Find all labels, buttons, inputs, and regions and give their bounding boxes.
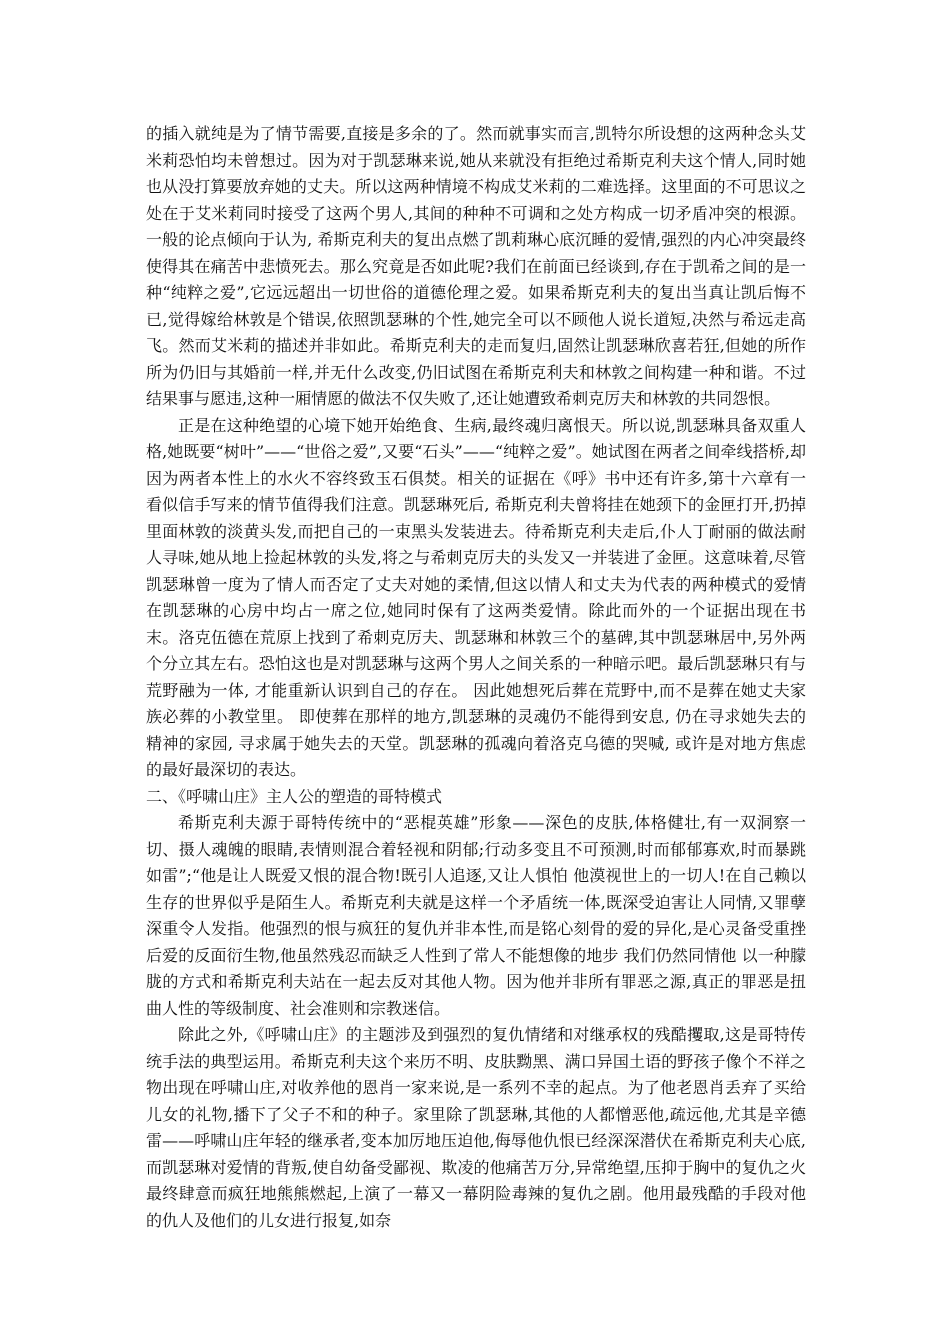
section-heading: 二、《呼啸山庄》主人公的塑造的哥特模式 — [146, 786, 443, 806]
paragraph: 除此之外,《呼啸山庄》的主题涉及到强烈的复仇情绪和对继承权的残酷攫取,这是哥特传统手法的典型运用。希斯克利夫这个来历不明、皮肤黝黑、满口异国土语的野孩子像个不祥之物出现在呼啸山庄,对收养他的恩肖一家来说,是一系列不幸的起点。为了他老恩肖丢弃了买给儿女的礼物,播下了父子不和的种子。家里除了凯瑟琳,其他的人都憎恶他,疏远他,尤其是辛德雷——呼啸山庄年轻的继承者,变本加厉地压迫他,侮辱他仇恨已经深深潜伏在希斯克利夫心底,而凯瑟琳对爱情的背叛,使自幼备受鄙视、欺凌的他痛苦万分,异常绝望,压抑于胸中的复仇之火最终肆意而疯狂地熊熊燃起,上演了一幕又一幕阴险毒辣的复仇之剧。他用最残酷的手段对他的仇人及他们的儿女进行报复,如奈 — [146, 1025, 806, 1230]
document-body — [146, 121, 806, 1234]
paragraph: 正是在这种绝望的心境下她开始绝食、生病,最终魂归离恨天。所以说,凯瑟琳具备双重人格,她既要“树叶”——“世俗之爱”,又要“石头”——“纯粹之爱”。她试图在两者之间牵线搭桥,却因为两者本性上的水火不容终致玉石俱焚。相关的证据在《呼》书中还有许多,第十六章有一看似信手写来的情节值得我们注意。凯瑟琳死后, 希斯克利夫曾将挂在她颈下的金匣打开,扔掉里面林敦的淡黄头发,而把自己的一束黑头发装进去。待希斯克利夫走后,仆人丁耐丽的做法耐人寻味,她从地上捡起林敦的头发,将之与希刺克厉夫的头发又一并装进了金匣。这意味着,尽管凯瑟琳曾一度为了情人而否定了丈夫对她的柔情,但这以情人和丈夫为代表的两种模式的爱情在凯瑟琳的心房中均占一席之位,她同时保有了这两类爱情。除此而外的一个证据出现在书末。洛克伍德在荒原上找到了希刺克厉夫、凯瑟琳和林敦三个的墓碑,其中凯瑟琳居中,另外两个分立其左右。恐怕这也是对凯瑟琳与这两个男人之间关系的一种暗示吧。最后凯瑟琳只有与荒野融为一体, 才能重新认识到自己的存在。 因此她想死后葬在荒野中,而不是葬在她丈夫家族必葬的小教堂里。 即使葬在那样的地方,凯瑟琳的灵魂仍不能得到安息, 仍在寻求她失去的精神的家园, 寻求属于她失去的天堂。凯瑟琳的孤魂向着洛克乌德的哭喊, 或许是对地方焦虑的最好最深切的表达。 — [146, 415, 806, 779]
paragraph: 希斯克利夫源于哥特传统中的“恶棍英雄”形象——深色的皮肤,体格健壮,有一双洞察一切、摄人魂魄的眼睛,表情则混合着轻视和阴郁;行动多变且不可预测,时而郁郁寡欢,时而暴跳如雷”;“他是让人既爱又恨的混合物!既引人追逐,又让人惧怕 他漠视世上的一切人!在自己赖以生存的世界似乎是陌生人。希斯克利夫就是这样一个矛盾统一体,既深受迫害让人同情,又罪孽深重令人发指。他强烈的恨与疯狂的复仇并非本性,而是铭心刻骨的爱的异化,是心灵备受重挫后爱的反面衍生物,他虽然残忍而缺乏人性到了常人不能想像的地步 我们仍然同情他 以一种朦胧的方式和希斯克利夫站在一起去反对其他人物。因为他并非所有罪恶之源,真正的罪恶是扭曲人性的等级制度、社会准则和宗教迷信。 — [146, 813, 806, 1018]
paragraph-continued: 的插入就纯是为了情节需要,直接是多余的了。然而就事实而言,凯特尔所设想的这两种念头艾米莉恐怕均未曾想过。因为对于凯瑟琳来说,她从来就没有拒绝过希斯克利夫这个情人,同时她也从没打算要放弃她的丈夫。所以这两种情境不构成艾米莉的二难选择。这里面的不可思议之处在于艾米莉同时接受了这两个男人,其间的种种不可调和之处方构成一切矛盾冲突的根源。一般的论点倾向于认为, 希斯克利夫的复出点燃了凯莉琳心底沉睡的爱情,强烈的内心冲突最终使得其在痛苦中悲愤死去。那么究竟是否如此呢?我们在前面已经谈到,存在于凯希之间的是一种“纯粹之爱”,它远远超出一切世俗的道德伦理之爱。如果希斯克利夫的复出当真让凯后悔不已,觉得嫁给林敦是个错误,依照凯瑟琳的个性,她完全可以不顾他人说长道短,决然与希远走高飞。然而艾米莉的描述并非如此。希斯克利夫的走而复归,固然让凯瑟琳欣喜若狂,但她的所作所为仍旧与其婚前一样,并无什么改变,仍旧试图在希斯克利夫和林敦之间构建一种和谐。不过结果事与愿违,这种一厢情愿的做法不仅失败了,还让她遭致希刺克厉夫和林敦的共同怨恨。 — [146, 124, 806, 408]
